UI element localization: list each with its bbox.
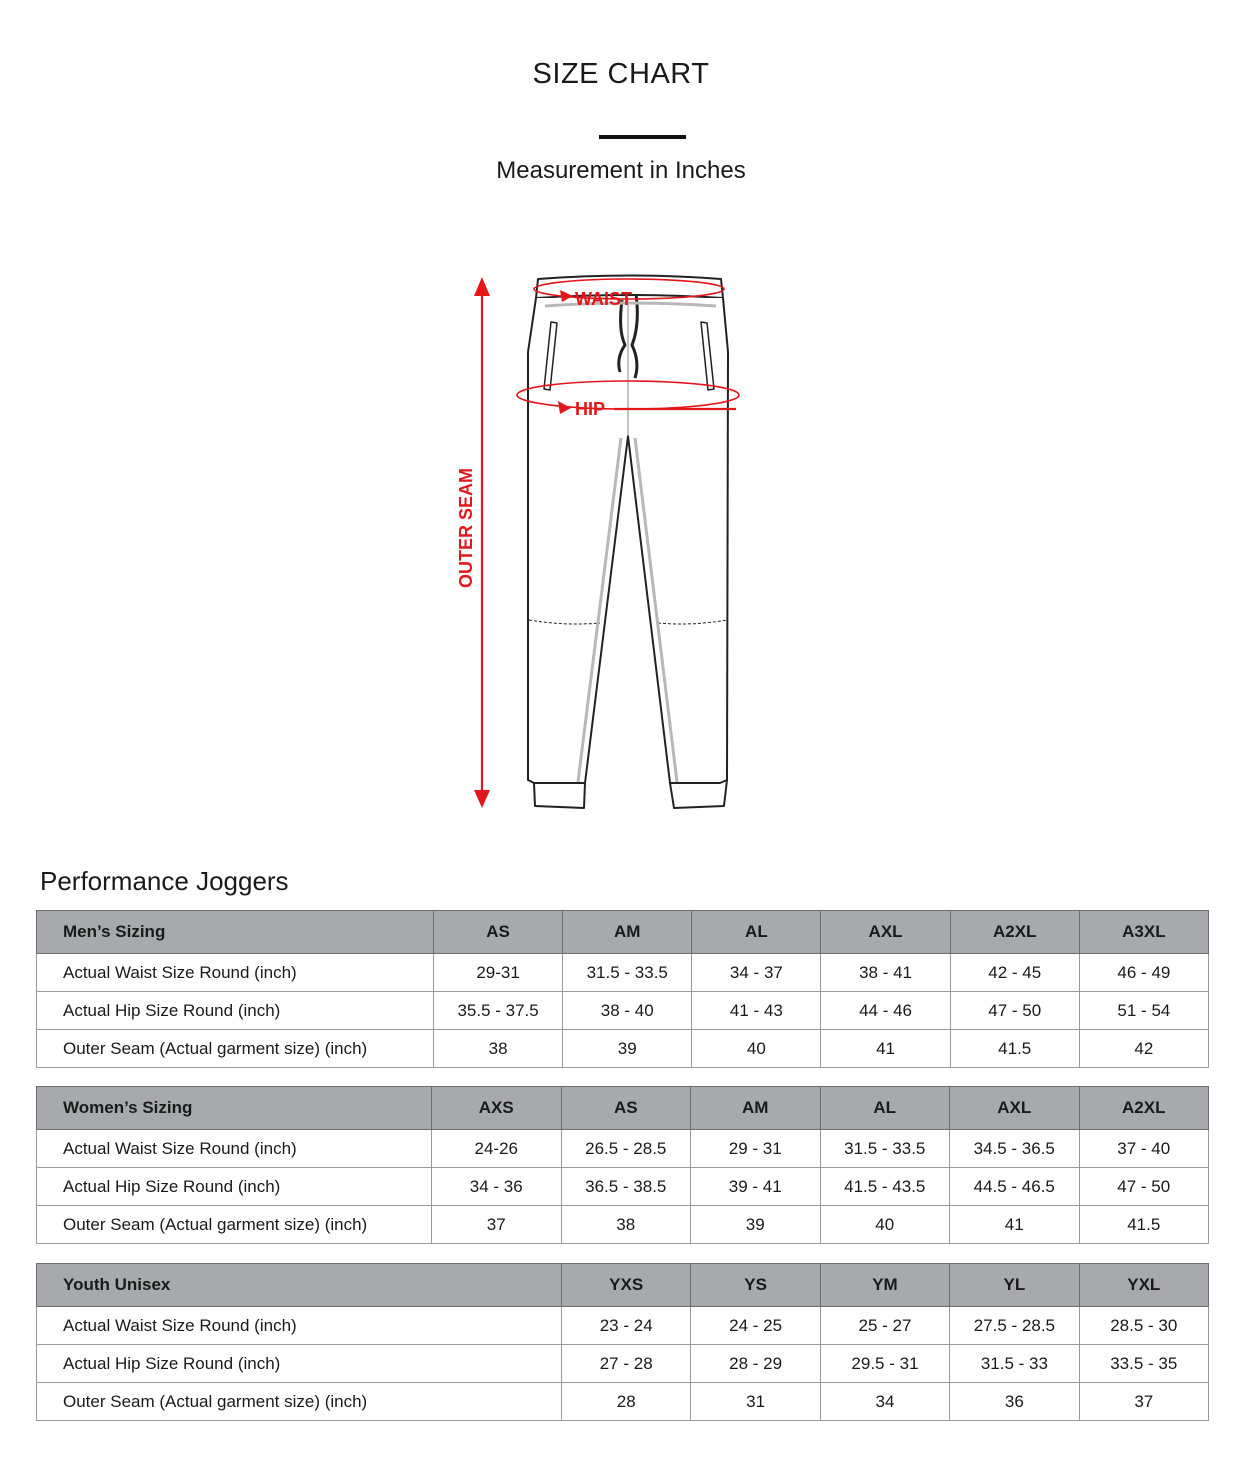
row-label: Actual Hip Size Round (inch)	[37, 1168, 432, 1206]
table-header-row	[37, 1264, 1209, 1307]
table-cell: 34	[820, 1383, 949, 1421]
size-header: A2XL	[950, 911, 1079, 954]
table-cell: 26.5 - 28.5	[561, 1130, 691, 1168]
table-row	[37, 1130, 1209, 1168]
table-cell: 37 - 40	[1079, 1130, 1209, 1168]
outer-seam-bottom-arrow	[474, 790, 490, 808]
page-title: SIZE CHART	[532, 58, 710, 90]
size-header: AXL	[821, 911, 950, 954]
table-cell: 33.5 - 35	[1079, 1345, 1208, 1383]
table-cell: 40	[692, 1030, 821, 1068]
size-header: AXL	[950, 1087, 1080, 1130]
hip-label: HIP	[575, 399, 606, 419]
table-cell: 36	[950, 1383, 1079, 1421]
joggers-outline	[528, 276, 728, 809]
joggers-measurement-diagram	[440, 265, 760, 825]
table-cell: 41	[950, 1206, 1080, 1244]
table-cell: 51 - 54	[1079, 992, 1208, 1030]
table-cell: 38 - 40	[563, 992, 692, 1030]
table-cell: 46 - 49	[1079, 954, 1208, 992]
table-cell: 39	[563, 1030, 692, 1068]
page-subtitle: Measurement in Inches	[496, 157, 746, 184]
size-header: AS	[561, 1087, 691, 1130]
size-header: AL	[820, 1087, 950, 1130]
table-cell: 24-26	[432, 1130, 562, 1168]
table-cell: 34.5 - 36.5	[950, 1130, 1080, 1168]
table-cell: 28 - 29	[691, 1345, 820, 1383]
table-cell: 47 - 50	[1079, 1168, 1209, 1206]
table-header-row	[37, 911, 1209, 954]
size-header: YL	[950, 1264, 1079, 1307]
table-cell: 29.5 - 31	[820, 1345, 949, 1383]
size-header: AL	[692, 911, 821, 954]
table-cell: 38	[434, 1030, 563, 1068]
table-cell: 37	[1079, 1383, 1208, 1421]
table-cell: 24 - 25	[691, 1307, 820, 1345]
table-cell: 40	[820, 1206, 950, 1244]
table-cell: 38 - 41	[821, 954, 950, 992]
table-cell: 31.5 - 33.5	[563, 954, 692, 992]
table-cell: 34 - 36	[432, 1168, 562, 1206]
table-cell: 39	[691, 1206, 821, 1244]
table-cell: 35.5 - 37.5	[434, 992, 563, 1030]
table-cell: 29 - 31	[691, 1130, 821, 1168]
table-cell: 27 - 28	[562, 1345, 691, 1383]
row-label: Outer Seam (Actual garment size) (inch)	[37, 1206, 432, 1244]
table-cell: 47 - 50	[950, 992, 1079, 1030]
table-cell: 28.5 - 30	[1079, 1307, 1208, 1345]
table-cell: 36.5 - 38.5	[561, 1168, 691, 1206]
table-row	[37, 1206, 1209, 1244]
size-header: YS	[691, 1264, 820, 1307]
table-cell: 41	[821, 1030, 950, 1068]
size-header: YM	[820, 1264, 949, 1307]
row-label: Actual Waist Size Round (inch)	[37, 1130, 432, 1168]
table-cell: 25 - 27	[820, 1307, 949, 1345]
row-label: Actual Waist Size Round (inch)	[37, 954, 434, 992]
youth-sizing-table	[36, 1263, 1209, 1421]
table-cell: 44.5 - 46.5	[950, 1168, 1080, 1206]
table-row	[37, 1030, 1209, 1068]
table-cell: 39 - 41	[691, 1168, 821, 1206]
table-row	[37, 1307, 1209, 1345]
table-cell: 29-31	[434, 954, 563, 992]
table-cell: 38	[561, 1206, 691, 1244]
size-header: YXL	[1079, 1264, 1208, 1307]
table-row	[37, 992, 1209, 1030]
table-cell: 41.5 - 43.5	[820, 1168, 950, 1206]
row-label: Outer Seam (Actual garment size) (inch)	[37, 1383, 562, 1421]
row-label: Actual Hip Size Round (inch)	[37, 1345, 562, 1383]
table-cell: 31.5 - 33.5	[820, 1130, 950, 1168]
size-header: AS	[434, 911, 563, 954]
outer-seam-label: OUTER SEAM	[456, 467, 476, 588]
size-header: AM	[691, 1087, 821, 1130]
table-cell: 34 - 37	[692, 954, 821, 992]
waist-label: WAIST	[575, 289, 632, 309]
table-cell: 31	[691, 1383, 820, 1421]
table-row	[37, 1345, 1209, 1383]
table-row	[37, 954, 1209, 992]
title-divider	[599, 135, 686, 139]
table-cell: 41.5	[1079, 1206, 1209, 1244]
table-cell: 44 - 46	[821, 992, 950, 1030]
size-header: AXS	[432, 1087, 562, 1130]
table-row	[37, 1383, 1209, 1421]
table-cell: 28	[562, 1383, 691, 1421]
table-cell: 41 - 43	[692, 992, 821, 1030]
table-cell: 42 - 45	[950, 954, 1079, 992]
size-header: A2XL	[1079, 1087, 1209, 1130]
table-cell: 37	[432, 1206, 562, 1244]
table-cell: 42	[1079, 1030, 1208, 1068]
size-header: A3XL	[1079, 911, 1208, 954]
table-row	[37, 1168, 1209, 1206]
row-label: Outer Seam (Actual garment size) (inch)	[37, 1030, 434, 1068]
table-heading: Youth Unisex	[37, 1264, 562, 1307]
size-header: YXS	[562, 1264, 691, 1307]
size-header: AM	[563, 911, 692, 954]
table-cell: 41.5	[950, 1030, 1079, 1068]
table-cell: 31.5 - 33	[950, 1345, 1079, 1383]
mens-sizing-table	[36, 910, 1209, 1068]
row-label: Actual Hip Size Round (inch)	[37, 992, 434, 1030]
table-heading: Men’s Sizing	[37, 911, 434, 954]
outer-seam-top-arrow	[474, 277, 490, 296]
womens-sizing-table	[36, 1086, 1209, 1244]
row-label: Actual Waist Size Round (inch)	[37, 1307, 562, 1345]
table-header-row	[37, 1087, 1209, 1130]
table-cell: 23 - 24	[562, 1307, 691, 1345]
table-heading: Women’s Sizing	[37, 1087, 432, 1130]
table-cell: 27.5 - 28.5	[950, 1307, 1079, 1345]
product-name: Performance Joggers	[40, 866, 289, 896]
